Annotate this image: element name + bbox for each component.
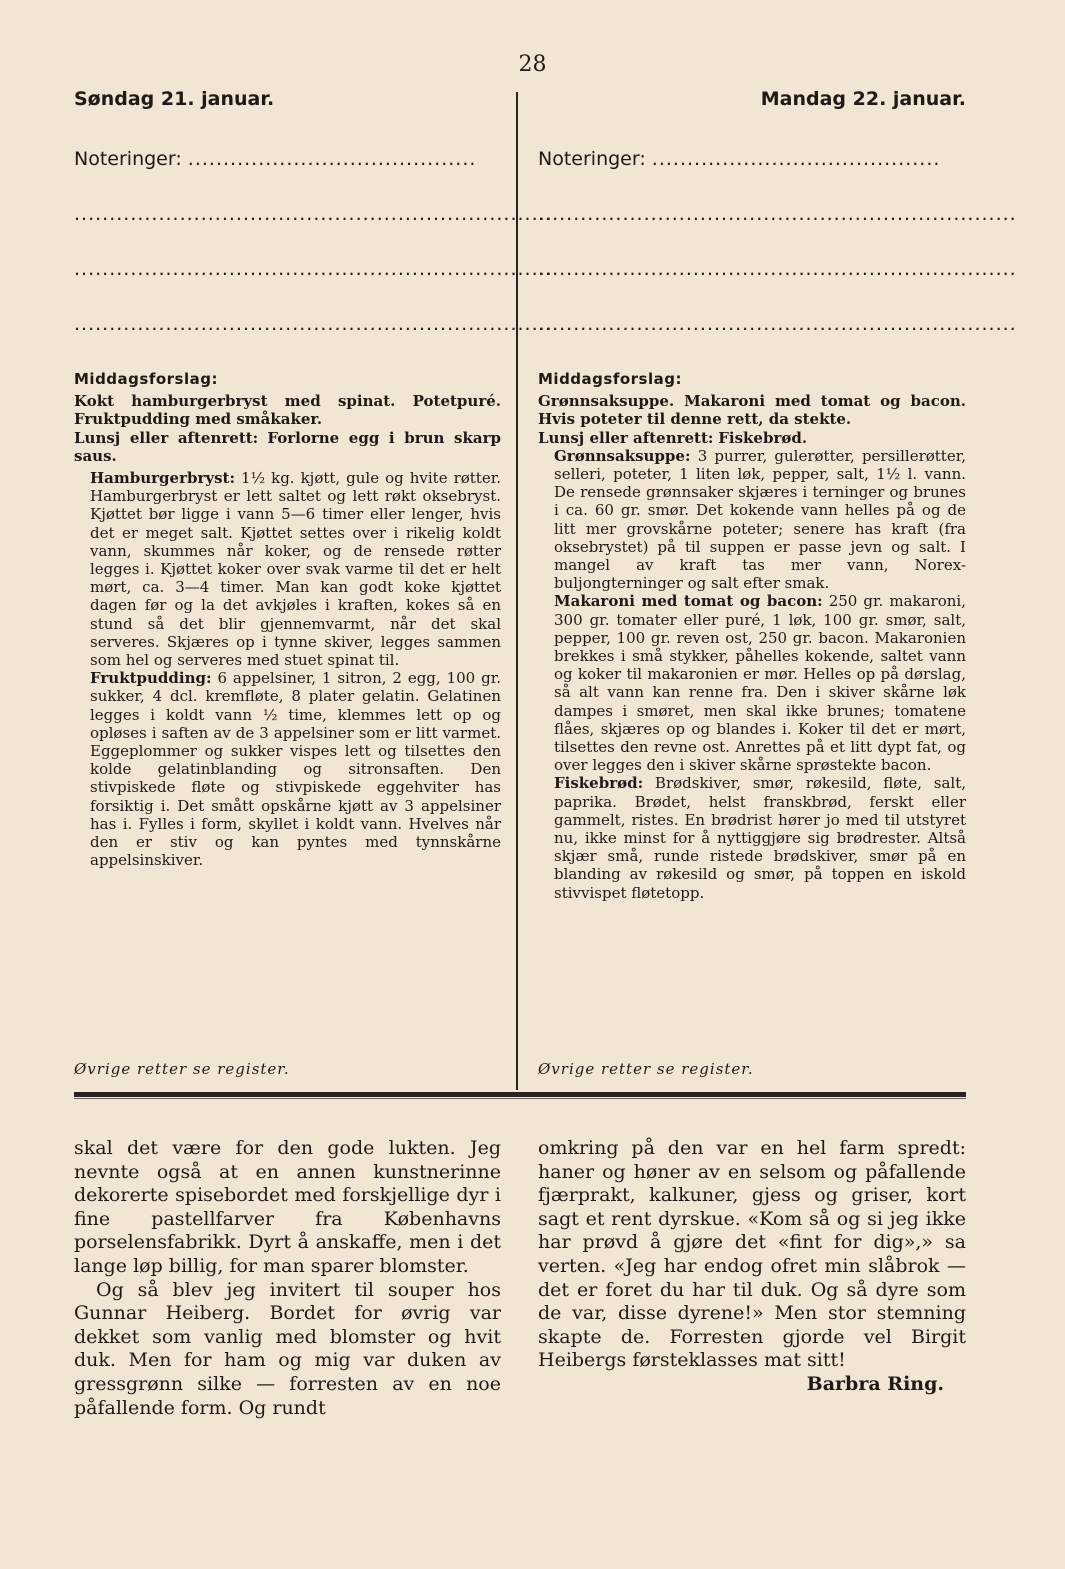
left-notes-label: Noteringer:: [74, 148, 182, 170]
essay-signature: Barbra Ring.: [806, 1372, 944, 1395]
right-notes-line: ....................................................................: [538, 313, 1017, 335]
left-lunch: [74, 429, 501, 465]
right-recipe-1-text: 3 purrer, gulerøtter, persillerøtter, selleri, poteter, 1 liten løk, pepper, salt, 1½ l. vann. De rensede grønnsaker skjæres i terninger og brunes i ca. 60 gr. smør. Det kokende vann helles på og de litt mer grovskårne poteter; senere has kraft (fra oksebrystet) på til suppen er passe jevn og salt. I mangel av kraft tas mer vann, Norex-buljongterninger og salt efter smak.: [554, 446, 966, 593]
left-proposal-label: Middagsforslag:: [74, 370, 218, 388]
right-recipe-3: [538, 774, 966, 901]
left-recipe-2-title: Fruktpudding:: [90, 669, 212, 688]
right-notes-line: ....................................................................: [538, 203, 1017, 225]
right-recipe-3-title: Fiskebrød:: [554, 774, 644, 793]
left-proposal-text: Kokt hamburgerbryst med spinat. Potetpuré. Fruktpudding med småkaker.: [74, 392, 501, 429]
left-lunch-label: Lunsj eller aftenrett:: [74, 428, 259, 447]
right-footer-note: Øvrige retter se register.: [538, 1060, 754, 1078]
left-recipe-2-text: 6 appelsiner, 1 sitron, 2 egg, 100 gr. sukker, 4 dcl. kremfløte, 8 plater gelatin. Gelatinen legges i koldt vann ½ time, klemmes lett op og opløses i saften av de 3 appelsiner som er litt varmet. Eggeplommer og sukker vispes lett og tilsettes den kolde gelatinblanding og sitronsaften. Den stivpiskede fløte og stivpiskede eggehviter has forsiktig i. Det smått opskårne kjøtt av 3 appelsiner has i. Fylles i form, skyllet i koldt vann. Hvelves når den er stiv og kan pyntes med tynnskårne appelsinskiver.: [90, 669, 501, 870]
left-footer-note: Øvrige retter se register.: [74, 1060, 290, 1078]
left-notes-section: [74, 88, 553, 368]
left-recipe-2: [74, 669, 501, 869]
right-recipe-2: [538, 592, 966, 774]
left-notes-line: ....................................................................: [74, 203, 553, 225]
essay-left-paragraph-2: Og så blev jeg invitert til souper hos Gunnar Heiberg. Bordet for øvrig var dekket som vanlig med blomster og hvit duk. Men for ham og mig var duken av gressgrønn silke — forresten av en noe påfallende form. Og rundt: [74, 1278, 501, 1419]
right-recipe-3-text: Brødskiver, smør, røkesild, fløte, salt, paprika. Brødet, helst franskbrød, ferskt eller gammelt, ristes. En brødrist hører jo med til utstyret nu, ikke minst for å nyttiggjøre sig brødrester. Altså skjær små, runde ristede brødskiver, smør på en blanding av røkesild og smør, på toppen en iskold stivvispet fløtetopp.: [554, 774, 966, 902]
right-recipe-1: [538, 447, 966, 593]
right-proposal-text: Grønnsaksuppe. Makaroni med tomat og bacon. Hvis poteter til denne rett, da stekte.: [538, 392, 966, 429]
left-notes-line: ....................................................................: [74, 313, 553, 335]
column-divider: [516, 92, 518, 1090]
left-lunch-text: Forlorne egg i brun skarp saus.: [74, 428, 501, 465]
left-notes: [74, 148, 553, 335]
right-dinner-proposal: [538, 370, 966, 902]
right-notes-line: ....................................................................: [538, 258, 1017, 280]
page-number: 28: [518, 52, 547, 77]
right-notes-line: Noteringer: .........................................: [538, 148, 941, 170]
left-notes-line: Noteringer: .........................................: [74, 148, 477, 170]
section-divider: [74, 1092, 966, 1097]
right-lunch-text: Fiskebrød.: [718, 428, 808, 447]
left-recipe-1-text: 1½ kg. kjøtt, gule og hvite røtter. Hamburgerbryst er lett saltet og lett røkt oksebryst. Kjøttet bør ligge i vann 5—6 timer eller lenger, hvis det er meget salt. Kjøttet settes over i rikelig koldt vann, skummes når koker, og de rensede røtter legges i. Kjøttet koker over svak varme til det er helt mørt, ca. 3—4 timer. Man kan godt koke kjøttet dagen før og la det avkjøles i kraften, kokes så en stund så det blir gjennemvarmt, når det skal serveres. Skjæres op i tynne skiver, legges sammen som hel og serveres med stuet spinat til.: [90, 469, 501, 670]
essay-right-paragraph-1: omkring på den var en hel farm spredt: haner og høner av en selsom og påfallende fjærprakt, kalkuner, gjess og griser, kort sagt et rent dyrskue. «Kom så og si jeg ikke har prøvd å gjøre det «fint for dig»,» sa verten. «Jeg har endog ofret min slåbrok — det er foret du har til duk. Og så dyre som de var, disse dyrene!» Men stor stemning skapte de. Forresten gjorde vel Birgit Heibergs førsteklasses mat sitt!: [538, 1137, 966, 1372]
section-divider-thin: [74, 1098, 966, 1099]
left-dinner-proposal: [74, 370, 501, 869]
essay-left-paragraph-1: skal det være for den gode lukten. Jeg nevnte også at en annen kunstnerinne dekorerte spisebordet med forskjellige dyr i fine pastellfarver fra Københavns porselensfabrikk. Dyrt å anskaffe, men i det lange løp billig, for man sparer blomster.: [74, 1137, 501, 1277]
right-lunch-label: Lunsj eller aftenrett:: [538, 428, 714, 447]
right-proposal-label: Middagsforslag:: [538, 370, 682, 388]
right-notes: [538, 148, 1017, 335]
left-day-heading: Søndag 21. januar.: [74, 88, 275, 110]
essay-left-column: [74, 1137, 501, 1420]
right-notes-section: [538, 88, 1017, 368]
right-recipe-1-title: Grønnsaksuppe:: [554, 446, 691, 465]
left-recipe-1: [74, 469, 501, 669]
right-day-heading: Mandag 22. januar.: [760, 88, 966, 110]
right-lunch: [538, 429, 966, 447]
essay-right-column: [538, 1137, 966, 1397]
left-recipe-1-title: Hamburgerbryst:: [90, 469, 236, 488]
right-notes-label: Noteringer:: [538, 148, 646, 170]
right-recipe-2-title: Makaroni med tomat og bacon:: [554, 592, 823, 611]
left-notes-line: ....................................................................: [74, 258, 553, 280]
right-recipe-2-text: 250 gr. makaroni, 300 gr. tomater eller puré, 1 løk, 100 gr. smør, salt, pepper, 100 gr. reven ost, 250 gr. bacon. Makaronien brekkes i små stykker, påhelles kokende, saltet vann og koker til makaronien er mør. Helles op på dørslag, så alt vann kan renne fra. Den i skiver skårne løk dampes i smøret, men skal ikke brunes; tomatene flåes, skjæres op og blandes i. Koker til det er mørt, tilsettes den revne ost. Anrettes på et litt dypt fat, og over legges den i skiver skårne sprøstekte bacon.: [554, 592, 966, 775]
